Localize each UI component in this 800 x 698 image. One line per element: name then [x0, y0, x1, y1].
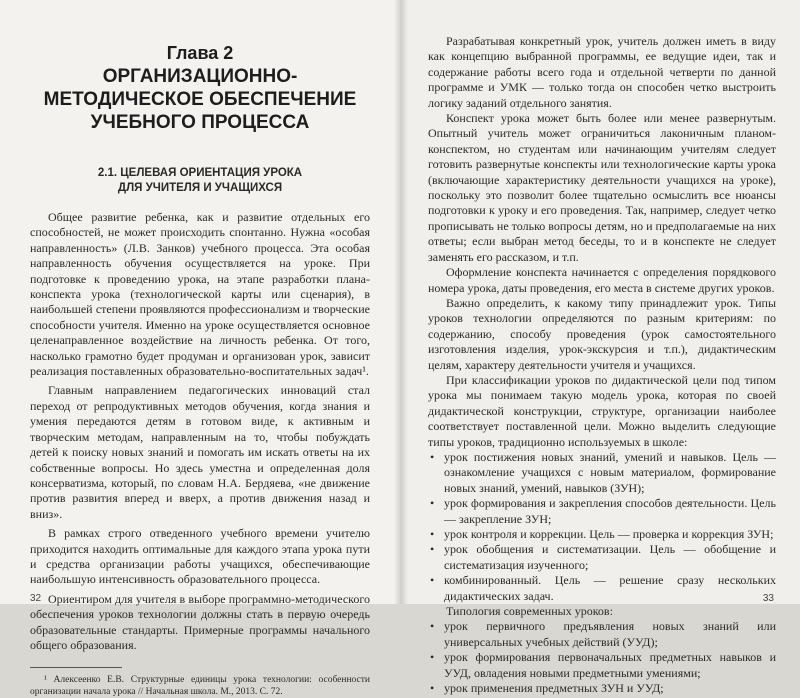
chapter-heading: [30, 42, 370, 134]
right-page: [400, 0, 800, 696]
list-item: • урок формирования первоначальных предметных навыков и УУД, овладения новыми предметными умениями;: [428, 650, 776, 681]
right-paragraph: Важно определить, к какому типу принадлежит урок. Типы уроков технологии определяются по разным критериям: по содержанию, способу проведения (урок самостоятельного изготовления изделия, урок-экскурсия и т.п.), дидактическим целям, характеру деятельности учителя и учащихся.: [428, 295, 776, 372]
footnote: ¹ Алексеенко Е.В. Структурные единицы урока технологии: особенности организации начала урока // Начальная школа. М., 2013. С. 72.: [30, 675, 370, 698]
list-item: • урок постижения новых знаний, умений и навыков. Цель — ознакомление учащихся с новым материалом, формирование новых знаний, умений, навыков (ЗУН);: [428, 450, 776, 496]
left-paragraph: В рамках строго отведенного учебного времени учителю приходится находить оптимальные для каждого этапа урока пути и средства организации работы учащихся, обеспечивающие наибольшую интенсивность образовательного процесса.: [30, 526, 370, 587]
list-item: • урок первичного предъявления новых знаний или универсальных учебных действий (УУД);: [428, 619, 776, 650]
list-item: • комбинированный. Цель — решение сразу нескольких дидактических задач.: [428, 573, 776, 604]
lesson-types-list: [428, 450, 776, 604]
chapter-title: ОРГАНИЗАЦИОННО-МЕТОДИЧЕСКОЕ ОБЕСПЕЧЕНИЕ УЧЕБНОГО ПРОЦЕССА: [43, 66, 357, 133]
right-paragraph: Оформление конспекта начинается с определения порядкового номера урока, даты проведения, его места в системе других уроков.: [428, 265, 776, 295]
list-item: • урок применения предметных ЗУН и УУД;: [428, 681, 776, 696]
list-item: • урок контроля и коррекции. Цель — проверка и коррекция ЗУН;: [428, 527, 776, 542]
right-paragraph: Конспект урока может быть более или менее развернутым. Опытный учитель может ограничиться лаконичным планом-конспектом, но студентам или начинающим учителям следует готовить развернутые конспекты или технологические карты урока (включающие характеристику деятельности учащихся на уроке), поскольку это позволит более тщательно осмыслить все нюансы подготовки к уроку и его проведения. Так, например, следует четко прописывать не только вопросы детям, но и предполагаемые на них ответы; если выбран метод беседы, то и в конспекте не следует заменять его рассказом, и т.п.: [428, 111, 776, 264]
page-number-left: 32: [30, 593, 42, 604]
section-title: [30, 166, 370, 196]
chapter-label: Глава 2: [166, 43, 234, 63]
section-title-line1: 2.1. ЦЕЛЕВАЯ ОРИЕНТАЦИЯ УРОКА: [97, 167, 303, 179]
left-paragraph: Главным направлением педагогических инноваций стал переход от репродуктивных методов обучения, когда знания и умения передаются детям в готовом виде, к активным и творческим методам, направленным на то, чтобы побуждать детей к поиску новых знаний и помогать им искать ответы на их собственные вопросы. Но здесь уместна и определенная доля консерватизма, который, по словам Н.А. Бердяева, «не движение против развития вперед и вверх, а против движения назад и вниз».: [30, 383, 370, 521]
section-title-line2: ДЛЯ УЧИТЕЛЯ И УЧАЩИХСЯ: [117, 182, 283, 194]
page-number-right: 33: [762, 593, 774, 604]
left-paragraph: Ориентиром для учителя в выборе программно-методического обеспечения уроков технологии должны стать в первую очередь образовательные стандарты. Примерные программы начального общего образования.: [30, 591, 370, 652]
right-paragraph: При классификации уроков по дидактической цели под типом урока мы понимаем такую модель урока, которая по своей дидактической конструкции, структуре, организации наиболее соответствует поставленной цели. Можно выделить следующие типы уроков, традиционно используемых в школе:: [428, 372, 776, 449]
typology-heading: Типология современных уроков:: [446, 604, 613, 619]
modern-lessons-list: [428, 619, 776, 696]
footnote-divider: [30, 667, 122, 668]
list-item: • урок обобщения и систематизации. Цель — обобщение и систематизация изученного;: [428, 542, 776, 573]
left-paragraph: Общее развитие ребенка, как и развитие отдельных его способностей, не может происходить спонтанно. Нужна «особая направленность» (Л.В. Занков) учебного процесса. Эта особая направленность обучения осуществляется на уроке. При подготовке к проведению урока, на этапе разработки плана-конспекта урока (технологической карты или сценария), в наибольшей степени проявляются профессионализм и творческие способности учителя. Именно на уроке осуществляется основное целенаправленное воздействие на личность ребенка. От того, насколько грамотно будет продуман и организован урок, зависит реализация поставленных образовательно-воспитательных задач¹.: [30, 210, 370, 379]
list-item: • урок формирования и закрепления способов деятельности. Цель — закрепление ЗУН;: [428, 496, 776, 527]
book-gutter: [394, 0, 408, 604]
right-paragraph: Разрабатывая конкретный урок, учитель должен иметь в виду как концепцию выбранной программы, ее ведущие идеи, так и содержание работы всего года и отдельной четверти по данной программе и УМК — только тогда он способен четко выстроить логику заданий отдельного занятия.: [428, 34, 776, 110]
